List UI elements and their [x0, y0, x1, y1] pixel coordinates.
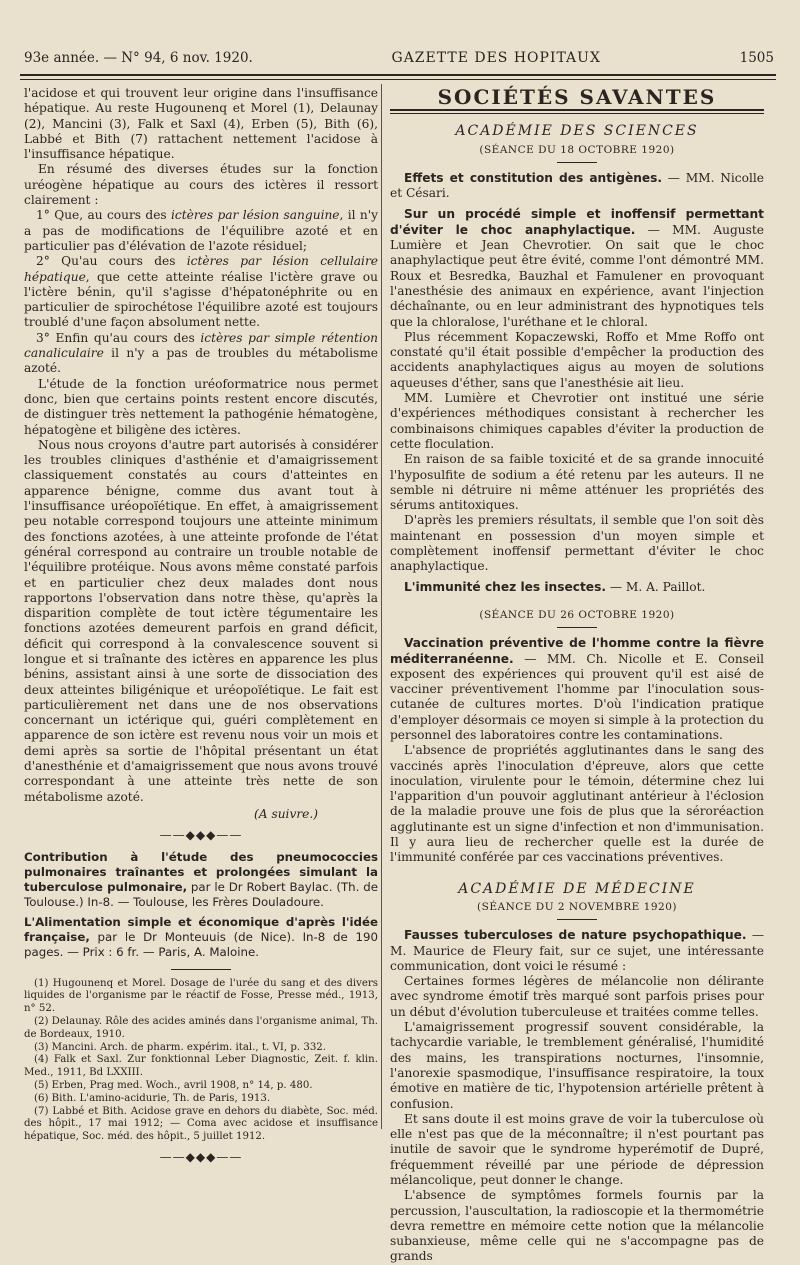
- page-header: [24, 50, 774, 72]
- paragraph: L'étude de la fonction uréoformatrice nous permet donc, bien que certains points restent encore discutés, de distinguer très nettement la pathogénie hématogène, hépatogène et biligène des ictères.: [24, 376, 378, 437]
- article: Sur un procédé simple et inoffensif permettant d'éviter le choc anaphylactique. — MM. Auguste Lumière et Jean Chevrotier. On sait que le choc anaphylactique peut être évité, comme l'ont démontré MM. Roux et Besredka, Bauzhal et Famulener en provoquant l'anesthésie des animaux en expérience, avant l'injection déchaînante, ou en leur administrant des hypnotiques tels que la chloralose, l'uréthane et le chloral.: [390, 207, 765, 329]
- right-column: [390, 86, 764, 1265]
- footnote: (4) Falk et Saxl. Zur fonktionnal Leber Diagnostic, Zeit. f. klin. Med., 1911, Bd LXXIII.: [24, 1054, 378, 1079]
- paragraph: En raison de sa faible toxicité et de sa grande innocuité l'hyposulfite de sodium a été retenu par les auteurs. Il ne semble ni détruire ni même atténuer les propriétés des sérums antitoxiques.: [390, 452, 764, 513]
- column-divider: [381, 84, 382, 1129]
- footnotes: [24, 978, 378, 1144]
- session-date: (SÉANCE DU 2 NOVEMBRE 1920): [477, 900, 677, 913]
- short-rule: [557, 919, 597, 920]
- header-rule: [20, 74, 776, 80]
- paragraph: l'acidose et qui trouvent leur origine dans l'insuffisance hépatique. Au reste Hugounenq et Morel (1), Delaunay (2), Mancini (3), Falk et Saxl (4), Erben (5), Bith (6), Labbé et Bith (7) rattachent nettement l'acidose à l'insuffisance hépatique.: [24, 86, 378, 162]
- left-column: [24, 86, 378, 1171]
- book-notice: Contribution à l'étude des pneumococcies pulmonaires traînantes et prolongées simulant la tuberculose pulmonaire, par le Dr Robert Baylac. (Th. de Toulouse.) In-8. — Toulouse, les Frères Douladoure.: [24, 849, 378, 910]
- list-item: 3° Enfin qu'au cours des ictères par simple rétention canaliculaire il n'y a pas de troubles du métabolisme azoté.: [24, 330, 379, 376]
- academy-heading: ACADÉMIE DE MÉDECINE: [458, 880, 696, 897]
- issue-info: 93e année. — N° 94, 6 nov. 1920.: [24, 50, 253, 66]
- paragraph: L'absence de propriétés agglutinantes dans le sang des vaccinés après l'inoculation d'épreuve, alors que cette inoculation, virulente pour le témoin, détermine chez lui l'apparition d'un pouvoir agglutinant antérieur à l'éclosion de la maladie prouve une fois de plus que la séroréaction agglutinante est un signe d'infection et non d'immunisation. Il y aura lieu de rechercher quelle est la durée de l'immunité conférée par ces vaccinations préventives.: [390, 743, 764, 865]
- article: Fausses tuberculoses de nature psychopathique. — M. Maurice de Fleury fait, sur ce sujet, une intéressante communication, dont voici le résumé :: [390, 928, 765, 973]
- book-notice: L'Alimentation simple et économique d'après l'idée française, par le Dr Monteuuis (de Nice). In-8 de 190 pages. — Prix : 6 fr. — Paris, A. Maloine.: [24, 914, 378, 960]
- short-rule: [557, 162, 597, 163]
- paragraph: L'amaigrissement progressif souvent considérable, la tachycardie variable, le tremblement généralisé, l'humidité des mains, les transpirations nocturnes, l'insomnie, l'anorexie spasmodique, l'insuffisance respiratoire, la toux émotive en matière de tic, l'hypotension artérielle prêtent à confusion.: [390, 1020, 764, 1111]
- footnote: (3) Mancini. Arch. de pharm. expérim. ital., t. VI, p. 332.: [34, 1041, 327, 1053]
- list-item: 2° Qu'au cours des ictères par lésion cellulaire hépatique, que cette atteinte réalise l'ictère grave ou l'ictère bénin, qu'il s'agisse d'hépatonéphrite ou en particulier de spirochétose l'équilibre azoté est toujours troublé d'une façon absolument nette.: [24, 254, 378, 330]
- short-rule: [557, 627, 597, 628]
- ornament-separator: ——◆◆◆——: [159, 1149, 243, 1164]
- page-number: 1505: [739, 50, 774, 66]
- ornament-separator: ——◆◆◆——: [159, 828, 243, 843]
- footnote-rule: [171, 969, 231, 970]
- conclusion-list: [24, 208, 378, 376]
- session-date: (SÉANCE DU 26 OCTOBRE 1920): [479, 608, 675, 621]
- paragraph: Et sans doute il est moins grave de voir la tuberculose où elle n'est pas que de la méconnaître; il n'est pourtant pas inutile de savoir que le syndrome hyperémotif de Dupré, fréquemment réveillé par une période de dépression mélancolique, peut donner le change.: [390, 1111, 764, 1187]
- journal-title: GAZETTE DES HOPITAUX: [391, 50, 601, 66]
- footnote: (1) Hugounenq et Morel. Dosage de l'urée du sang et des divers liquides de l'organisme par le réactif de Fosse, Presse méd., 1913, n° 52.: [24, 977, 378, 1015]
- section-rule: [390, 109, 764, 114]
- session-date: (SÉANCE DU 18 OCTOBRE 1920): [479, 143, 675, 156]
- article: Effets et constitution des antigènes. — MM. Nicolle et Césari.: [390, 170, 764, 201]
- paragraph: Nous nous croyons d'autre part autorisés à considérer les troubles cliniques d'asthénie et d'amaigrissement classiquement constatés au cours d'atteintes en apparence bénigne, comme dus avant tout à l'insuffisance uréopoïétique. En effet, à amaigrissement peu notable correspond toujours une atteinte minimum des fonctions azotées, à une atteinte profonde de l'état général correspond au contraire un trouble notable de l'équilibre protéique. Nous avons même constaté parfois et en particulier chez deux malades dont nous rapportons l'observation dans notre thèse, qu'après la disparition complète de tout ictère tégumentaire les fonctions azotées demeurent parfois en grand déficit, déficit qui correspond à la convalescence souvent si longue et si traînante des ictères en apparence les plus bénins, assistant ainsi à une sorte de dissociation des deux atteintes biligénique et uréopoïétique. Le fait est particulièrement net dans une de nos observations concernant un ictérique qui, guéri complètement en apparence de son ictère est revenu nous voir un mois et demi après sa sortie de l'hôpital présentant un état d'anesthénie et d'amaigrissement que nous avons trouvé correspondant à une atteinte très nette de son métabolisme azoté.: [24, 437, 378, 804]
- continued-note: (A suivre.): [254, 806, 318, 821]
- list-item: 1° Que, au cours des ictères par lésion sanguine, il n'y a pas de modifications de l'équilibre azoté et en particulier pas d'élévation de l'azote résiduel;: [24, 208, 378, 253]
- footnote: (7) Labbé et Bith. Acidose grave en dehors du diabète, Soc. méd. des hôpit., 17 mai 1912; — Coma avec acidose et insuffisance hépatique, Soc. méd. des hôpit., 5 juillet 1912.: [24, 1105, 378, 1143]
- footnote: (5) Erben, Prag med. Woch., avril 1908, n° 14, p. 480.: [34, 1080, 313, 1091]
- paragraph: Plus récemment Kopaczewski, Roffo et Mme Roffo ont constaté qu'il était possible d'empêcher la production des accidents anaphylactiques aigus au moyen de solutions aqueuses d'éther, sans que l'anesthésie ait lieu.: [390, 329, 764, 390]
- paragraph: En résumé des diverses études sur la fonction uréogène hépatique au cours des ictères il ressort clairement :: [24, 162, 378, 208]
- paragraph: MM. Lumière et Chevrotier ont institué une série d'expériences méthodiques consistant à rechercher les combinaisons chimiques capables d'éviter la production de cette floculation.: [390, 391, 764, 451]
- article: L'immunité chez les insectes. — M. A. Paillot.: [404, 579, 706, 594]
- footnote: (6) Bith. L'amino-acidurie, Th. de Paris, 1913.: [34, 1092, 271, 1104]
- paragraph: L'absence de symptômes formels fournis par la percussion, l'auscultation, la radioscopie et la thermométrie devra remettre en mémoire cette notion que la mélancolie subanxieuse, même celle qui ne s'accompagne pas de grands: [390, 1188, 764, 1264]
- section-title: SOCIÉTÉS SAVANTES: [437, 85, 717, 109]
- academy-heading: ACADÉMIE DES SCIENCES: [455, 123, 699, 140]
- article: Vaccination préventive de l'homme contre la fièvre méditerranéenne. — MM. Ch. Nicolle et E. Conseil exposent des expériences qui prouvent qu'il est aisé de vacciner préventivement l'homme par l'inoculation sous-cutanée de cultures mortes. D'où l'indication pratique d'employer désormais ce moyen si simple à la protection du personnel des laboratoires contre les contaminations.: [390, 636, 764, 742]
- paragraph: Certaines formes légères de mélancolie non délirante avec syndrome émotif très marqué sont parfois prises pour un début d'évolution tuberculeuse et traitées comme telles.: [390, 974, 764, 1019]
- paragraph: D'après les premiers résultats, il semble que l'on soit dès maintenant en possession d'un moyen simple et complètement inoffensif permettant d'éviter le choc anaphylactique.: [390, 513, 764, 574]
- footnote: (2) Delaunay. Rôle des acides aminés dans l'organisme animal, Th. de Bordeaux, 1910.: [24, 1016, 378, 1040]
